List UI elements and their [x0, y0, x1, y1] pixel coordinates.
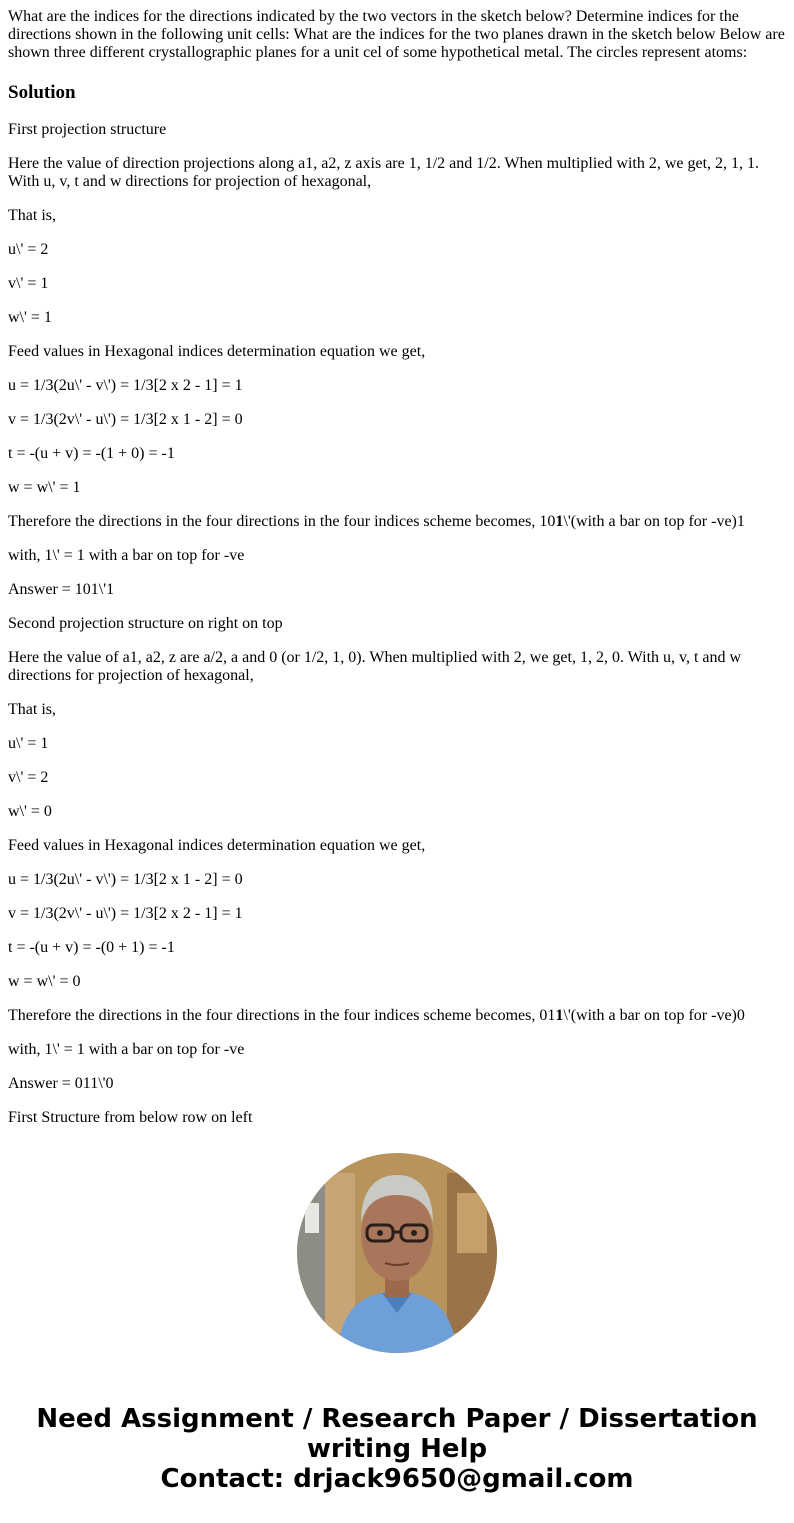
author-photo [297, 1153, 497, 1353]
paragraph: Feed values in Hexagonal indices determination equation we get, [8, 343, 426, 360]
paragraph: v\' = 1 [8, 275, 49, 292]
paragraph: u\' = 1 [8, 735, 49, 752]
banner-line-1: Need Assignment / Research Paper / Dissertation [36, 1404, 758, 1434]
paragraph: u = 1/3(2u\' - v\') = 1/3[2 x 2 - 1] = 1 [8, 377, 243, 394]
paragraph: First projection structure [8, 121, 167, 138]
document-body [8, 8, 786, 1143]
paragraph: v\' = 2 [8, 769, 49, 786]
banner-line-2: writing Help [306, 1434, 488, 1464]
paragraph: Here the value of a1, a2, z are a/2, a and 0 (or 1/2, 1, 0). When multiplied with 2, we get, 1, 2, 0. With u, v, t and w directions for projection of hexagonal, [8, 649, 742, 684]
paragraph: That is, [8, 701, 56, 718]
paragraph: with, 1\' = 1 with a bar on top for -ve [8, 547, 245, 564]
paragraph: Answer = 011\'0 [8, 1075, 114, 1092]
therefore-text: Therefore the directions in the four directions in the four indices scheme becomes, 10 [8, 513, 556, 530]
paragraph: t = -(u + v) = -(0 + 1) = -1 [8, 939, 175, 956]
therefore-line-2 [8, 1007, 786, 1025]
promo-banner [0, 1404, 794, 1494]
bold-digit: 1 [555, 513, 564, 530]
paragraph: w\' = 0 [8, 803, 52, 820]
paragraph: w = w\' = 0 [8, 973, 81, 990]
paragraph: First Structure from below row on left [8, 1109, 253, 1126]
paragraph: w\' = 1 [8, 309, 52, 326]
paragraph: v = 1/3(2v\' - u\') = 1/3[2 x 1 - 2] = 0 [8, 411, 243, 428]
solution-heading: Solution [8, 82, 76, 103]
therefore-text: Therefore the directions in the four directions in the four indices scheme becomes, 01 [8, 1007, 556, 1024]
paragraph: Feed values in Hexagonal indices determination equation we get, [8, 837, 426, 854]
bold-digit: 1 [555, 1007, 564, 1024]
paragraph: That is, [8, 207, 56, 224]
banner-contact-line: Contact: drjack9650@gmail.com [160, 1464, 634, 1494]
question-text: What are the indices for the directions indicated by the two vectors in the sketch below? Determine indices for the directions shown in the following unit cells: What are the indices for the two planes drawn in the sketch below Below are shown three different crystallographic planes for a unit cel of some hypothetical metal. The circles represent atoms: [8, 8, 785, 61]
paragraph: v = 1/3(2v\' - u\') = 1/3[2 x 2 - 1] = 1 [8, 905, 243, 922]
paragraph: u\' = 2 [8, 241, 49, 258]
paragraph: Answer = 101\'1 [8, 581, 115, 598]
paragraph: w = w\' = 1 [8, 479, 81, 496]
therefore-text: \'(with a bar on top for -ve)0 [563, 1007, 745, 1024]
paragraph: u = 1/3(2u\' - v\') = 1/3[2 x 1 - 2] = 0 [8, 871, 243, 888]
person-portrait-image [297, 1153, 497, 1353]
paragraph: Second projection structure on right on top [8, 615, 283, 632]
paragraph: with, 1\' = 1 with a bar on top for -ve [8, 1041, 245, 1058]
paragraph: t = -(u + v) = -(1 + 0) = -1 [8, 445, 175, 462]
paragraph: Here the value of direction projections along a1, a2, z axis are 1, 1/2 and 1/2. When multiplied with 2, we get, 2, 1, 1. With u, v, t and w directions for projection of hexagonal, [8, 155, 760, 190]
therefore-text: \'(with a bar on top for -ve)1 [563, 513, 745, 530]
therefore-line-1 [8, 513, 786, 531]
